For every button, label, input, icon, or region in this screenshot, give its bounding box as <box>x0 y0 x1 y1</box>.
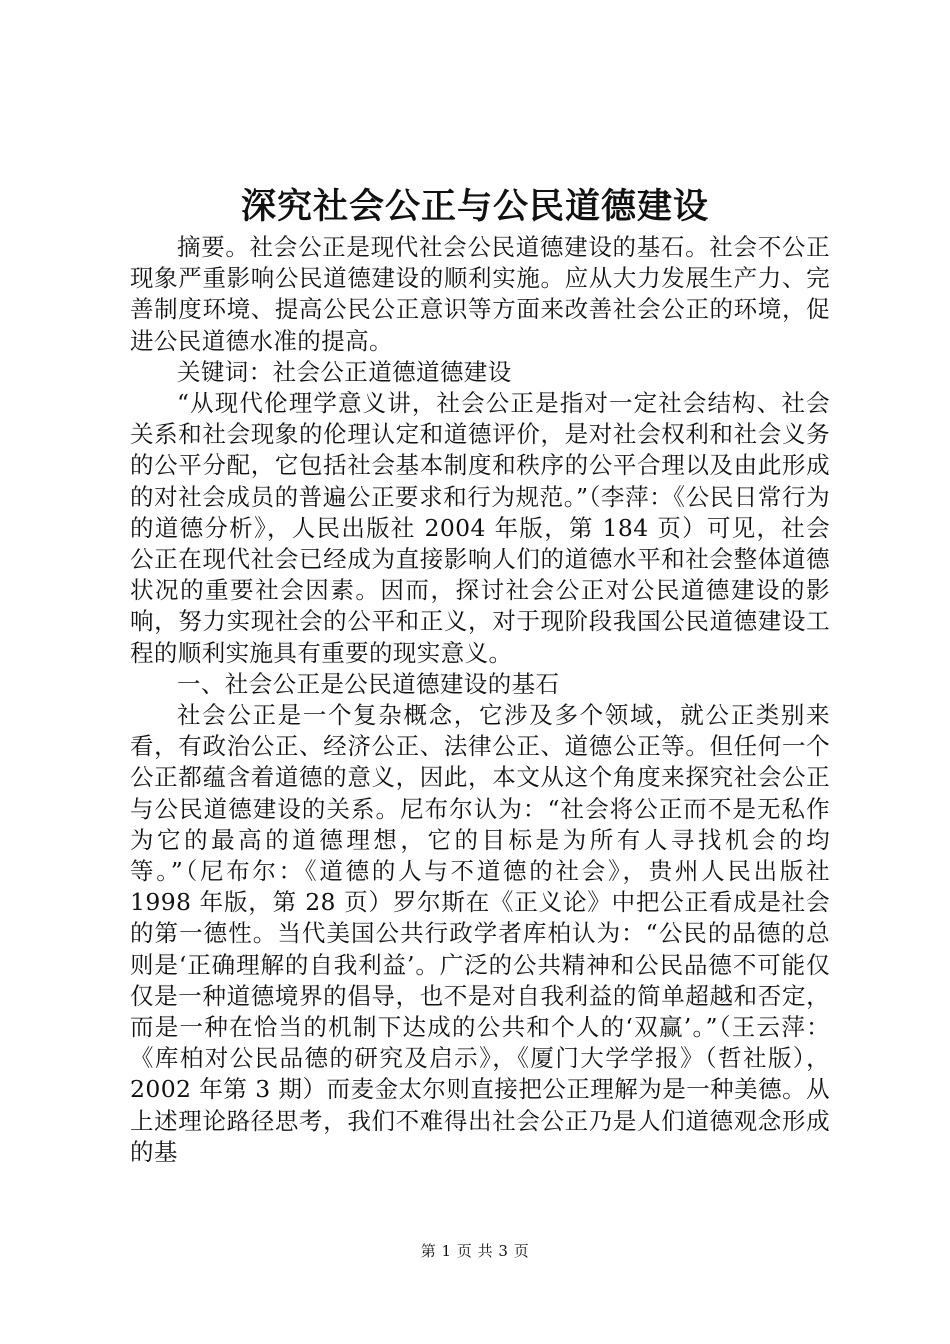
abstract-paragraph: 摘要。社会公正是现代社会公民道德建设的基石。社会不公正现象严重影响公民道德建设的顺利实施。应从大力发展生产力、完善制度环境、提高公民公正意识等方面来改善社会公正的环境，促进公民道德水准的提高。 <box>130 233 830 355</box>
intro-paragraph: “从现代伦理学意义讲，社会公正是指对一定社会结构、社会关系和社会现象的伦理认定和道德评价，是对社会权利和社会义务的公平分配，它包括社会基本制度和秩序的公平合理以及由此形成的对社会成员的普遍公正要求和行为规范。”（李萍：《公民日常行为的道德分析》，人民出版社 2004 年版，第 184 页）可见，社会公正在现代社会已经成为直接影响人们的道德水平和社会整体道德状况的重要社会因素。因而，探讨社会公正对公民道德建设的影响，努力实现社会的公平和正义，对于现阶段我国公民道德建设工程的顺利实施具有重要的现实意义。 <box>130 389 830 667</box>
keywords-paragraph: 关键词：社会公正道德道德建设 <box>177 357 512 386</box>
section-heading: 一、社会公正是公民道德建设的基石 <box>177 669 560 698</box>
document-title: 深究社会公正与公民道德建设 <box>240 186 709 227</box>
page-footer: 第 1 页 共 3 页 <box>420 1242 530 1260</box>
section-paragraph: 社会公正是一个复杂概念，它涉及多个领域，就公正类别来看，有政治公正、经济公正、法律公正、道德公正等。但任何一个公正都蕴含着道德的意义，因此，本文从这个角度来探究社会公正与公民道德建设的关系。尼布尔认为：“社会将公正而不是无私作为它的最高的道德理想，它的目标是为所有人寻找机会的均等。”（尼布尔：《道德的人与不道德的社会》，贵州人民出版社 1998 年版，第 28 页）罗尔斯在《正义论》中把公正看成是社会的第一德性。当代美国公共行政学者库柏认为：“公民的品德的总则是‘正确理解的自我利益’。广泛的公共精神和公民品德不可能仅仅是一种道德境界的倡导，也不是对自我利益的简单超越和否定，而是一种在恰当的机制下达成的公共和个人的‘双赢’。”（王云萍：《库柏对公民品德的研究及启示》，《厦门大学学报》（哲社版），2002 年第 3 期）而麦金太尔则直接把公正理解为是一种美德。从上述理论路径思考，我们不难得出社会公正乃是人们道德观念形成的基 <box>130 701 830 1166</box>
document-body <box>130 232 830 1168</box>
